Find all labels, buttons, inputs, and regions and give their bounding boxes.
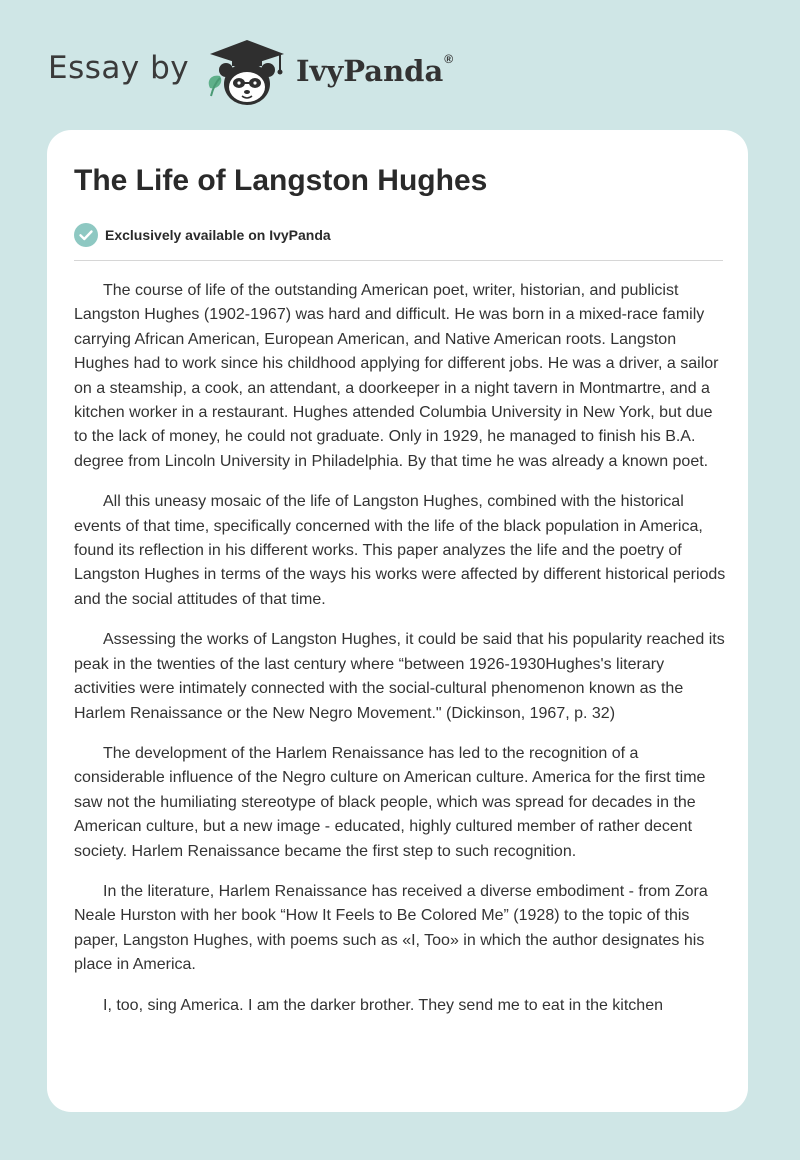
paragraph: All this uneasy mosaic of the life of Langston Hughes, combined with the historical events of that time, specifically concerned with the life of the black population in America, found its reflection in his different works. This paper analyzes the life and the poetry of Langston Hughes in terms of the ways his works were affected by different historical periods and the social attitudes of that time. bbox=[74, 493, 726, 608]
site-header bbox=[48, 36, 508, 108]
paragraph: Assessing the works of Langston Hughes, it could be said that his popularity reached its peak in the twenties of the last century where “between 1926-1930Hughes's literary activities were intimately connected with the social-cultural phenomenon known as the Harlem Renaissance or the New Negro Movement." (Dickinson, 1967, p. 32) bbox=[74, 631, 725, 722]
check-circle-icon bbox=[74, 223, 98, 247]
divider bbox=[74, 260, 723, 261]
registered-mark: ® bbox=[444, 52, 454, 66]
paragraph: In the literature, Harlem Renaissance has received a diverse embodiment - from Zora Neale Hurston with her book “How It Feels to Be Colored Me” (1928) to the topic of this paper, Langston Hughes, with poems such as «I, Too» in which the author designates his place in America. bbox=[74, 882, 708, 974]
paragraph: The development of the Harlem Renaissance has led to the recognition of a considerable influence of the Negro culture on American culture. America for the first time saw not the humiliating stereotype of black people, which was spread for decades in the American culture, but a new image - educated, highly cultured member of rather decent society. Harlem Renaissance became the first step to such recognition. bbox=[74, 744, 706, 860]
page-title: The Life of Langston Hughes bbox=[74, 164, 488, 197]
essay-by-label: Essay by bbox=[48, 50, 190, 86]
brand-name[interactable]: IvyPanda® bbox=[296, 52, 454, 88]
exclusive-badge bbox=[74, 222, 331, 248]
essay-card bbox=[47, 130, 748, 1112]
paragraph: I, too, sing America. I am the darker brother. They send me to eat in the kitchen bbox=[103, 996, 663, 1014]
paragraph: The course of life of the outstanding American poet, writer, historian, and publicist Langston Hughes (1902-1967) was hard and difficult. He was born in a mixed-race family carrying African American, European American, and Native American roots. Langston Hughes had to work since his childhood applying for different jobs. He was a driver, a sailor on a steamship, a cook, an attendant, a doorkeeper in a night tavern in Montmartre, and a kitchen worker in a restaurant. Hughes attended Columbia University in New York, but due to the lack of money, he could not graduate. Only in 1929, he managed to finish his B.A. degree from Lincoln University in Philadelphia. By that time he was already a known poet. bbox=[74, 282, 719, 470]
panda-graduation-cap-icon[interactable] bbox=[202, 36, 292, 108]
exclusive-badge-label: Exclusively available on IvyPanda bbox=[105, 227, 331, 243]
essay-body bbox=[74, 279, 726, 1034]
